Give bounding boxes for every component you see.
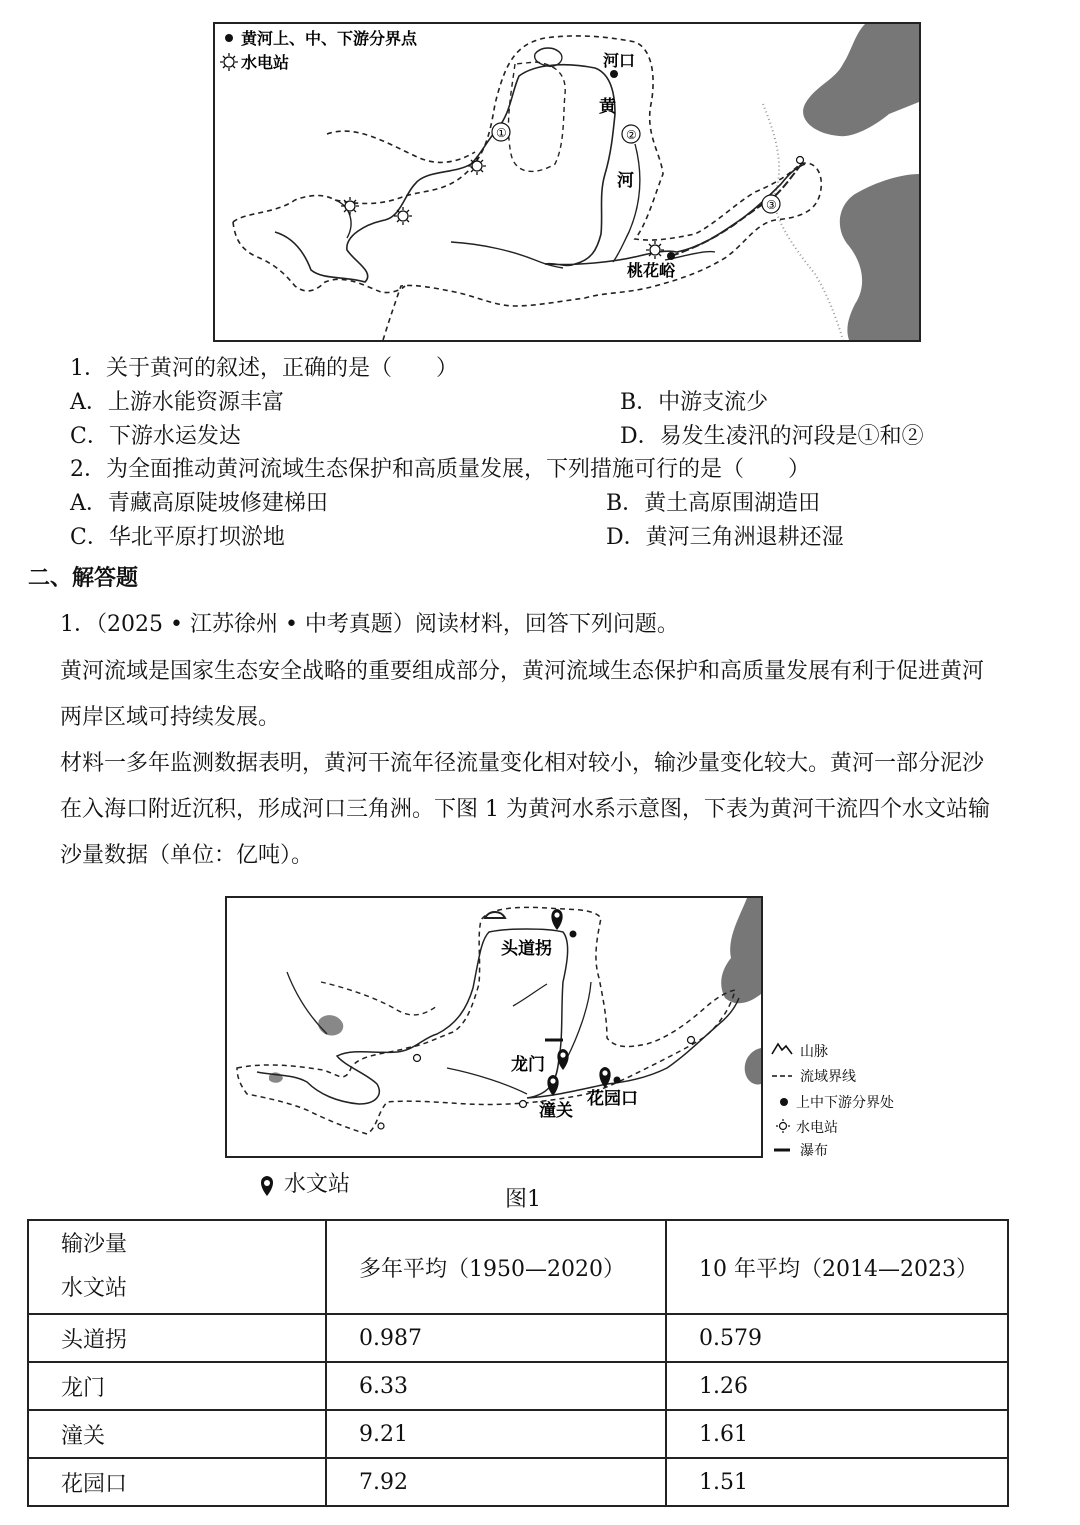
huang-label: 黄 [599, 97, 616, 117]
bohai-sea [721, 898, 761, 1003]
problem-para2-line2: 在入海口附近沉积，形成河口三角洲。下图 1 为黄河水系示意图，下表为黄河干流四个水文站输 [60, 797, 990, 822]
header-top-label: 输沙量 [61, 1232, 128, 1257]
column-header: 多年平均（1950—2020） [326, 1220, 666, 1314]
value-cell: 6.33 [326, 1362, 666, 1410]
hekou-boundary-dot-icon [610, 70, 618, 78]
wuliangsu-lake [535, 48, 562, 66]
basin-boundary-1 [233, 36, 821, 340]
taohuayu-boundary-dot-icon [667, 252, 675, 260]
problem-para2-line1: 材料一多年监测数据表明，黄河干流年径流量变化相对较小，输沙量变化较大。黄河一部分泥沙 [60, 751, 985, 776]
hydropower-station-icon [394, 207, 412, 225]
value-cell: 1.51 [666, 1458, 1008, 1506]
table-row [28, 1410, 1008, 1458]
map-2-drawing [227, 898, 761, 1156]
tongguan-station-pin-icon [547, 1075, 558, 1096]
legend-station-pin-icon [257, 1174, 277, 1198]
longmen-label: 龙门 [511, 1055, 545, 1075]
legend-hydropower-label: 水电站 [796, 1120, 838, 1136]
problem-para2-line3: 沙量数据（单位：亿吨）。 [60, 843, 314, 868]
legend-division-label: 上中下游分界处 [796, 1095, 894, 1111]
huayuankou-label: 花园口 [587, 1089, 638, 1109]
section-title: 二、解答题 [28, 566, 139, 591]
problem-para1-line1: 黄河流域是国家生态安全战略的重要组成部分，黄河流域生态保护和高质量发展有利于促进黄河 [60, 659, 985, 684]
problem-intro: 1．（2025 • 江苏徐州 • 中考真题）阅读材料，回答下列问题。 [60, 612, 679, 637]
yellow-river-map-1 [213, 22, 921, 342]
legend-mountain-label: 山脉 [800, 1044, 828, 1060]
basin-boundary-upper [321, 982, 437, 1015]
toudaoguai-station-pin-icon [551, 909, 562, 930]
table-row [28, 1362, 1008, 1410]
station-circle-icon [797, 157, 804, 164]
he-label: 河 [617, 171, 634, 191]
yinshan-mountain [485, 912, 505, 918]
question-1-option-b[interactable]: B．中游支流少 [620, 390, 769, 415]
value-cell: 0.987 [326, 1314, 666, 1362]
tongguan-label: 潼关 [539, 1101, 573, 1121]
problem-para1-line2: 两岸区域可持续发展。 [60, 705, 281, 730]
hekou-label: 河口 [603, 51, 636, 70]
basin-boundary [237, 907, 735, 1134]
tributary-weihe [451, 242, 563, 268]
sediment-table [27, 1219, 1009, 1507]
legend-hydropower-icon [220, 53, 238, 71]
bohai-sea [803, 24, 919, 136]
value-cell: 7.92 [326, 1458, 666, 1506]
question-1-option-a[interactable]: A．上游水能资源丰富 [70, 390, 284, 415]
question-2-option-b[interactable]: B．黄土高原围湖造田 [606, 491, 821, 516]
huayuankou-division-dot-icon [614, 1077, 621, 1084]
station-cell: 龙门 [28, 1362, 326, 1410]
yellow-sea [745, 1048, 761, 1085]
legend-hydropower-label: 水电站 [241, 53, 290, 72]
segment-1-label: ① [496, 126, 507, 140]
value-cell: 1.61 [666, 1410, 1008, 1458]
table-corner-header [28, 1220, 326, 1314]
question-2-option-c[interactable]: C．华北平原打坝淤地 [70, 525, 285, 550]
question-2-stem: 2．为全面推动黄河流域生态保护和高质量发展，下列措施可行的是（ ） [70, 457, 810, 482]
question-1-option-d[interactable]: D．易发生凌汛的河段是①和② [620, 424, 924, 449]
segment-3-label: ③ [766, 198, 777, 212]
figure-caption: 图1 [505, 1187, 541, 1212]
legend-waterfall-label: 瀑布 [800, 1143, 828, 1159]
legend-mountain-icon [772, 1044, 792, 1054]
value-cell: 0.579 [666, 1314, 1008, 1362]
legend-boundary-dot-icon [225, 34, 233, 42]
yellow-river-map-2 [225, 896, 763, 1158]
map-1-drawing [215, 24, 919, 340]
station-cell: 花园口 [28, 1458, 326, 1506]
hydropower-station-icon [646, 241, 664, 259]
basin-boundary-3 [327, 131, 475, 162]
map-2-legend [770, 1040, 940, 1164]
station-circle-icon [378, 1123, 384, 1129]
table-row [28, 1458, 1008, 1506]
hydropower-station-icon [468, 157, 486, 175]
taohuayu-label: 桃花峪 [627, 261, 676, 280]
coast-mountain-line [763, 104, 843, 340]
station-cell: 潼关 [28, 1410, 326, 1458]
table-header-row [28, 1220, 1008, 1314]
basin-boundary-inner [508, 62, 565, 171]
legend-division-dot-icon [780, 1098, 788, 1106]
station-circle-icon [520, 1101, 527, 1108]
toudaoguai-division-dot-icon [570, 931, 577, 938]
station-circle-icon [414, 1055, 421, 1062]
legend-boundary-label: 流域界线 [800, 1069, 856, 1085]
station-cell: 头道拐 [28, 1314, 326, 1362]
segment-2-label: ② [626, 128, 637, 142]
yellow-sea [840, 174, 919, 340]
question-1-stem: 1．关于黄河的叙述，正确的是（ ） [70, 356, 458, 381]
value-cell: 9.21 [326, 1410, 666, 1458]
basin-boundary-2 [233, 222, 405, 293]
toudaoguai-label: 头道拐 [501, 939, 552, 959]
longmen-station-pin-icon [557, 1049, 568, 1070]
legend-station-label: 水文站 [284, 1172, 351, 1197]
lower-river [671, 162, 803, 256]
hydropower-station-icon [341, 197, 359, 215]
tributary-north [513, 984, 547, 1006]
legend-hydropower-icon [776, 1119, 790, 1133]
question-2-option-a[interactable]: A．青藏高原陡坡修建梯田 [70, 491, 328, 516]
tributary-fenhe [567, 982, 591, 1058]
station-circle-icon [688, 1037, 695, 1044]
question-1-option-c[interactable]: C．下游水运发达 [70, 424, 241, 449]
table-row [28, 1314, 1008, 1362]
tributary-fenhe [613, 144, 640, 262]
legend-boundary-label: 黄河上、中、下游分界点 [241, 29, 418, 48]
header-bottom-label: 水文站 [61, 1276, 128, 1301]
value-cell: 1.26 [666, 1362, 1008, 1410]
yellow-river-main [275, 65, 805, 282]
qinghai-lake [318, 1015, 343, 1035]
question-2-option-d[interactable]: D．黄河三角洲退耕还湿 [606, 525, 844, 550]
column-header: 10 年平均（2014—2023） [666, 1220, 1008, 1314]
